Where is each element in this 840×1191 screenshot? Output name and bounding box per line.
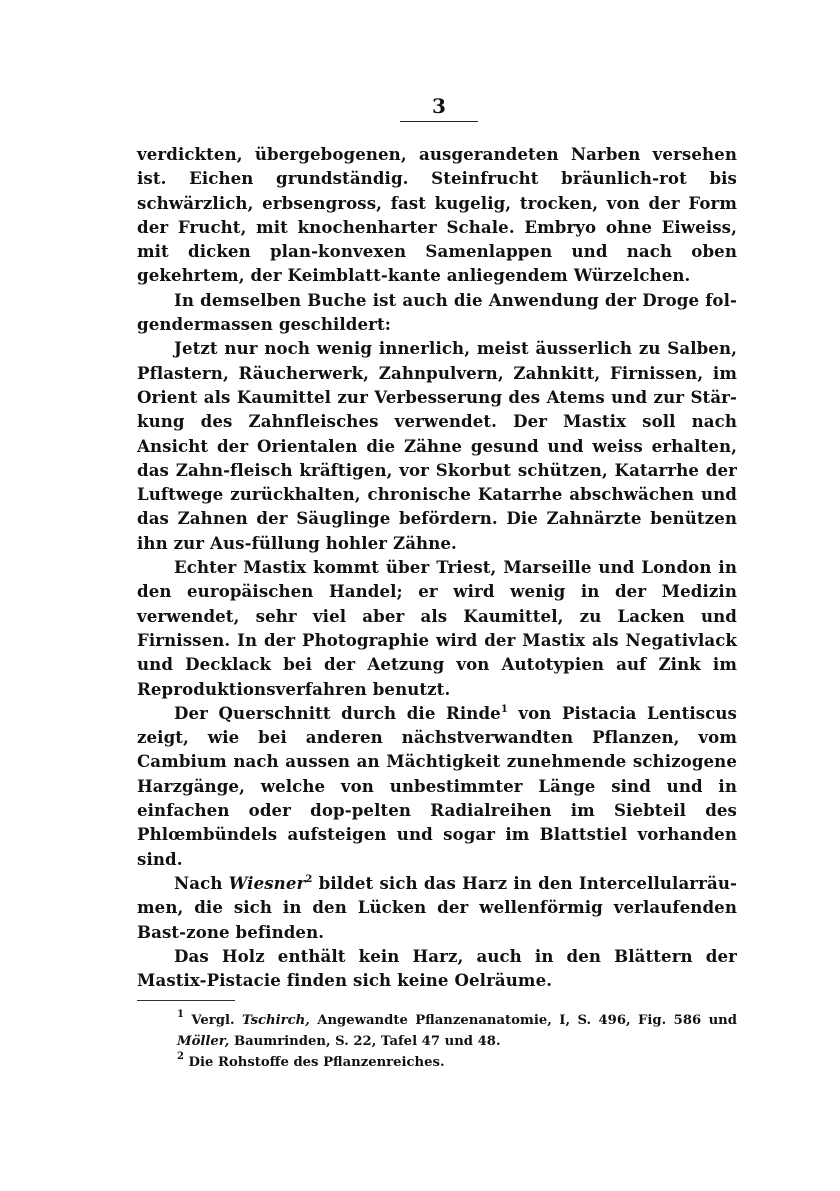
paragraph-6-after-ref: bildet sich das Harz in den Intercellularräu-men, die sich in den Lücken der wellenförmig verlaufenden Bast-zone befinden.	[137, 872, 737, 942]
footnote-1-mid: Angewandte Pflanzenanatomie, I, S. 496, Fig. 586 und	[309, 1013, 737, 1028]
body-text	[137, 142, 737, 992]
footnote-separator	[137, 1000, 235, 1001]
footnote-1-mark: 1	[177, 1009, 184, 1020]
footnote-1-prefix: Vergl.	[183, 1013, 242, 1028]
footnote-1-author-moeller: Möller,	[177, 1034, 230, 1049]
paragraph-2: In demselben Buche ist auch die Anwendung der Droge fol-gendermassen geschildert:	[137, 289, 737, 335]
paragraph-3: Jetzt nur noch wenig innerlich, meist äusserlich zu Salben, Pflastern, Räucherwerk, Zahnpulvern, Zahnkitt, Firnissen, im Orient als Kaumittel zur Verbesserung des Atems und zur Stär-kung des Zahnfleisches verwendet. Der Mastix soll nach Ansicht der Orientalen die Zähne gesund und weiss erhalten, das Zahn-fleisch kräftigen, vor Skorbut schützen, Katarrhe der Luftwege zurückhalten, chronische Katarrhe abschwächen und das Zahnen der Säuglinge befördern. Die Zahnärzte benützen ihn zur Aus-füllung hohler Zähne.	[137, 338, 737, 553]
footnote-2-mark: 2	[177, 1051, 184, 1062]
paragraph-6-before-ref: Nach	[174, 872, 229, 893]
footnote-ref-1[interactable]: 1	[500, 703, 508, 715]
author-wiesner: Wiesner	[228, 872, 306, 893]
paragraph-5-before-ref: Der Querschnitt durch die Rinde	[174, 702, 501, 723]
paragraph-7: Das Holz enthält kein Harz, auch in den Blättern der Mastix-Pistacie finden sich keine Oelräume.	[137, 945, 737, 991]
footnote-1	[137, 1010, 737, 1052]
footnote-ref-2[interactable]: 2	[305, 873, 313, 885]
paragraph-1: verdickten, übergebogenen, ausgerandeten Narben versehen ist. Eichen grundständig. Steinfrucht bräunlich-rot bis schwärzlich, erbsengross, fast kugelig, trocken, von der Form der Frucht, mit knochenharter Schale. Embryo ohne Eiweiss, mit dicken plan-konvexen Samenlappen und nach oben gekehrtem, der Keimblatt-kante anliegendem Würzelchen.	[137, 144, 737, 286]
footnote-2	[137, 1052, 737, 1073]
paragraph-5	[137, 701, 737, 871]
footnotes	[137, 1010, 737, 1073]
footnote-2-text: Die Rohstoffe des Pflanzenreiches.	[183, 1055, 445, 1070]
paragraph-5-after-ref: von Pistacia Lentiscus zeigt, wie bei anderen nächstverwandten Pflanzen, vom Cambium nach aussen an Mächtigkeit zunehmende schizogene Harzgänge, welche von unbestimmter Länge sind und in einfachen oder dop-pelten Radialreihen im Siebteil des Phlœmbündels aufsteigen und sogar im Blattstiel vorhanden sind.	[137, 702, 737, 869]
footnote-1-author-tschirch: Tschirch,	[241, 1013, 310, 1028]
paragraph-6	[137, 871, 737, 944]
page-number-rule	[400, 121, 478, 122]
paragraph-4: Echter Mastix kommt über Triest, Marseille und London in den europäischen Handel; er wird wenig in der Medizin verwendet, sehr viel aber als Kaumittel, zu Lacken und Firnissen. In der Photographie wird der Mastix als Negativlack und Decklack bei der Aetzung von Autotypien auf Zink im Reproduktionsverfahren benutzt.	[137, 557, 737, 699]
footnote-1-suffix: Baumrinden, S. 22, Tafel 47 und 48.	[229, 1034, 501, 1049]
page-number: 3	[432, 94, 446, 118]
